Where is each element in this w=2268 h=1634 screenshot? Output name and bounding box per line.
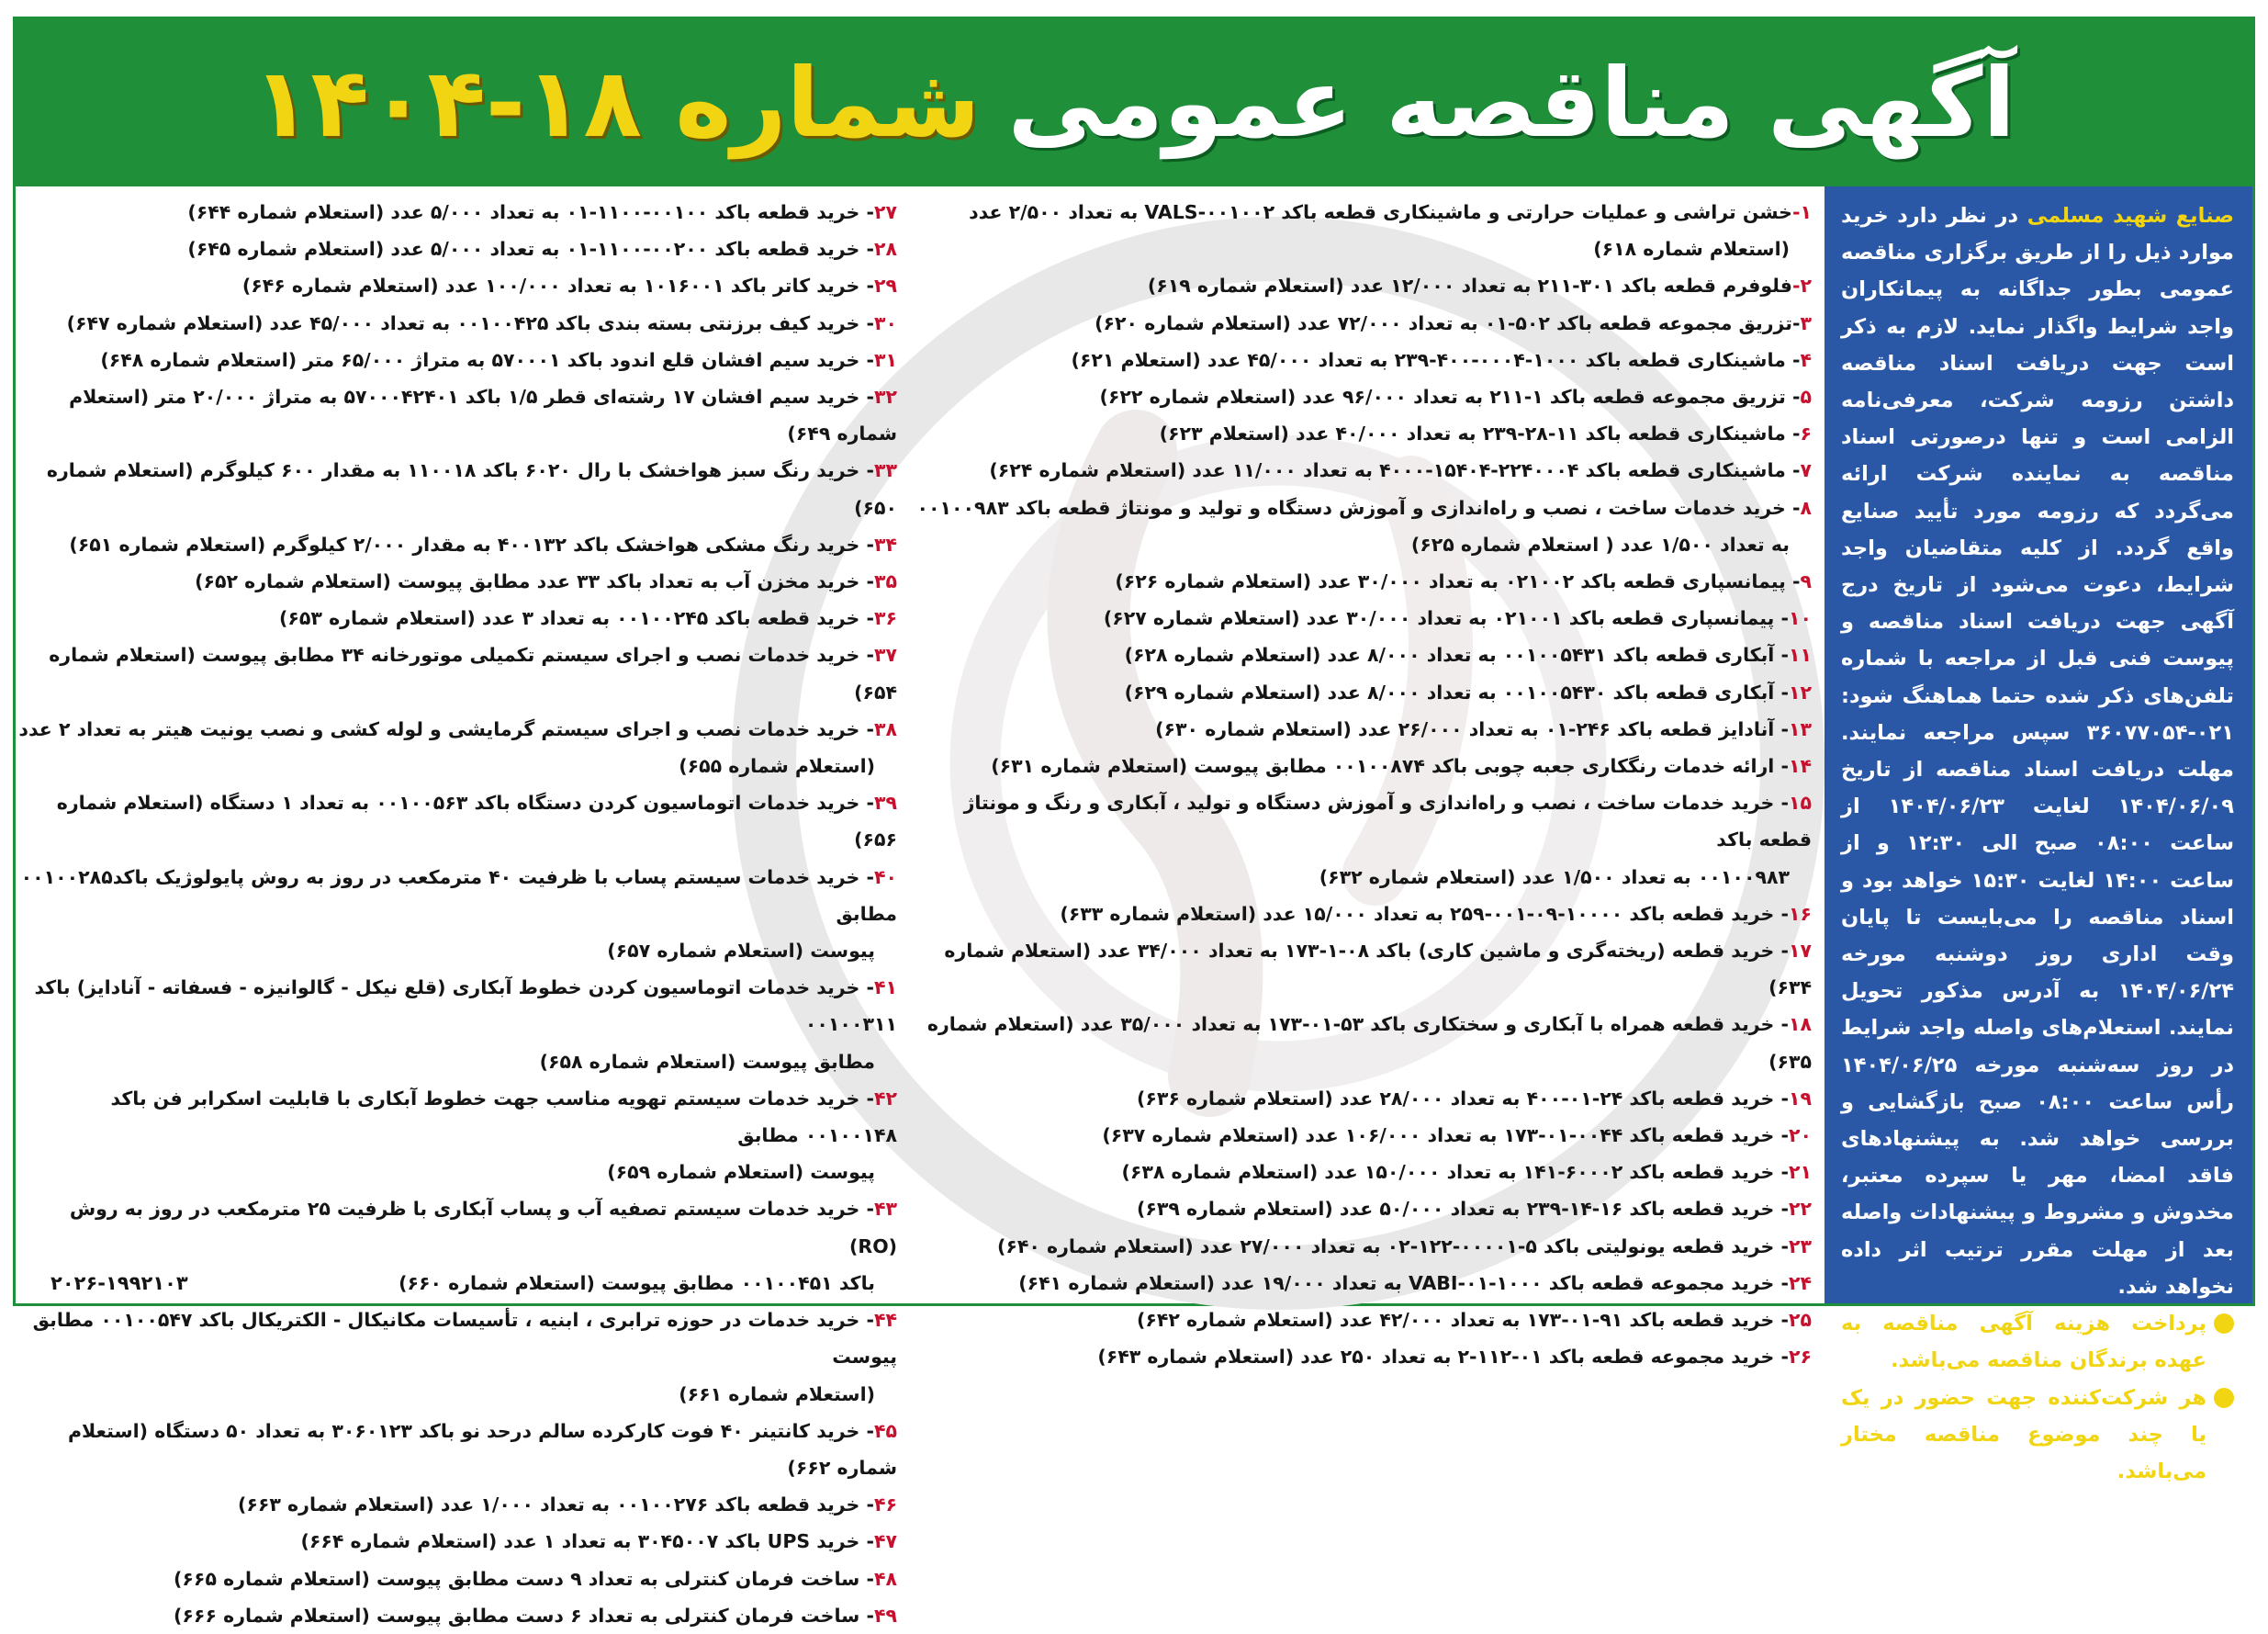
tender-item [916, 194, 1812, 267]
item-number: ۹ [1800, 570, 1812, 593]
sidebar-note-text: پرداخت هزینه آگهی مناقصه به عهده برندگان مناقصه می‌باشد. [1841, 1312, 2206, 1373]
item-number: ۳۰ [873, 311, 897, 334]
tender-item [916, 784, 1812, 896]
item-text-continued: (استعلام شماره ۶۵۵) [679, 755, 875, 778]
title-main: آگهی مناقصه عمومی [1007, 47, 2016, 159]
tender-item [916, 896, 1812, 932]
item-text: - خرید قطعه باکد ۰۰۱۰۰-۱۱۰۰-۰۱ به تعداد ۵/۰۰۰ عدد (استعلام شماره ۶۴۴) [187, 201, 874, 223]
item-number: ۱۲ [1788, 681, 1812, 704]
tender-item [916, 1006, 1812, 1079]
item-text: - خرید قطعه باکد ۰۰۲۰۰-۱۱۰۰-۰۱ به تعداد ۵/۰۰۰ عدد (استعلام شماره ۶۴۵) [187, 238, 874, 261]
tender-item [916, 1265, 1812, 1302]
item-text: - ساخت فرمان کنترلی به تعداد ۹ دست مطابق پیوست (استعلام شماره ۶۶۵) [174, 1567, 874, 1590]
item-number: ۱۷ [1788, 940, 1812, 963]
items-column-left [16, 194, 897, 1634]
tender-item [16, 1597, 897, 1634]
item-number: ۳۴ [873, 533, 897, 556]
item-number: ۲۱ [1788, 1161, 1812, 1184]
item-text: - خرید خدمات ساخت ، نصب و راه‌اندازی و آموزش دستگاه و تولید ، آبکاری و رنگ و مونتاژ قطعه باکد [963, 792, 1812, 851]
tender-item [916, 1190, 1812, 1227]
tender-item [916, 932, 1812, 1006]
item-number: ۱- [1791, 201, 1812, 223]
item-text: - خرید کانتینر ۴۰ فوت کارکرده سالم درحد نو باکد ۳۰۶۰۱۲۳ به تعداد ۵۰ دستگاه (استعلام شماره ۶۶۲) [67, 1419, 897, 1479]
tender-item [16, 526, 897, 563]
tender-item [16, 859, 897, 970]
tender-item [16, 231, 897, 267]
item-text: - خرید قطعه همراه با آبکاری و سختکاری باکد ۵۳-۰۱-۱۷۳ به تعداد ۳۵/۰۰۰ عدد (استعلام شماره ۶۳۵) [926, 1013, 1812, 1073]
item-number: ۴۷ [873, 1530, 897, 1553]
item-number: ۸ [1800, 496, 1812, 519]
item-text: - آنادایز قطعه باکد ۲۴۶-۰۱ به تعداد ۲۶/۰۰۰ عدد (استعلام شماره ۶۳۰) [1155, 717, 1789, 740]
item-number: ۴۸ [873, 1567, 897, 1590]
tender-item [16, 1413, 897, 1486]
item-number: ۴۹ [873, 1604, 897, 1627]
item-number: ۲- [1791, 275, 1812, 298]
tender-item [16, 637, 897, 710]
item-number: ۴۶ [873, 1493, 897, 1516]
item-text: فلوفرم قطعه باکد ۳۰۱-۲۱۱ به تعداد ۱۲/۰۰۰ عدد (استعلام شماره ۶۱۹) [1147, 275, 1792, 298]
item-number: ۳ [1800, 311, 1812, 334]
items-column-right [916, 194, 1812, 1376]
sidebar-note-text: هر شرکت‌کننده جهت حضور در یک یا چند موضوع مناقصه مختار می‌باشد. [1841, 1385, 2206, 1483]
item-text: - خرید خدمات سیستم تهویه مناسب جهت خطوط آبکاری با قابلیت اسکرابر فن باکد ۰۰۱۰۰۱۴۸ مطابق [110, 1087, 897, 1147]
tender-items [16, 186, 1825, 1627]
tender-item [916, 711, 1812, 748]
item-number: ۲۹ [873, 275, 897, 298]
item-text-continued: پیوست (استعلام شماره ۶۵۷) [607, 940, 875, 963]
item-number: ۶ [1800, 423, 1812, 445]
item-text: - پیمانسپاری قطعه باکد ۰۲۱۰۰۲ به تعداد ۳۰/۰۰۰ عدد (استعلام شماره ۶۲۶) [1115, 570, 1801, 593]
item-text: خشن تراشی و عملیات حرارتی و ماشینکاری قطعه باکد VALS-۰۰۱۰۰۲ به تعداد ۲/۵۰۰ عدد [969, 201, 1792, 223]
item-number: ۲۵ [1788, 1309, 1812, 1332]
item-text-continued: (استعلام شماره ۶۱۸) [1593, 238, 1790, 261]
item-text: - ماشینکاری قطعه باکد ۱۰۰۰-۰۰۰۴-۴۰۰-۲۳۹ به تعداد ۴۵/۰۰۰ عدد (استعلام ۶۲۱) [1071, 348, 1801, 371]
tender-item [16, 342, 897, 378]
tender-item [916, 267, 1812, 304]
item-number: ۳۳ [873, 459, 897, 482]
item-number: ۳۶ [873, 607, 897, 630]
header-banner [16, 19, 2252, 186]
tender-item [916, 563, 1812, 600]
title-number: شماره ۱۸-۱۴۰۴ [252, 47, 981, 159]
item-text-continued: (استعلام شماره ۶۶۱) [679, 1382, 875, 1405]
tender-item [16, 1486, 897, 1523]
item-text: - خرید قطعه باکد ۰۰۱۰۰۲۷۶ به تعداد ۱/۰۰۰ عدد (استعلام شماره ۶۶۳) [237, 1493, 874, 1516]
item-text: - خرید خدمات سیستم پساب با ظرفیت ۴۰ مترمکعب در روز به روش پایولوژیک باکد۰۰۱۰۰۲۸۵ مطابق [20, 865, 897, 925]
item-text: - خرید قطعه (ریخته‌گری و ماشین کاری) باکد ۰۸-۱-۱۷۳ به تعداد ۳۴/۰۰۰ عدد (استعلام شماره ۶۳۴) [944, 940, 1812, 999]
item-number: ۳۲ [873, 386, 897, 409]
company-name: صنایع شهید مسلمی [2027, 204, 2234, 228]
item-text: - خرید خدمات نصب و اجرای سیستم تکمیلی موتورخانه ۳۴ مطابق پیوست (استعلام شماره ۶۵۴) [49, 644, 897, 704]
tender-item [916, 305, 1812, 342]
item-number: ۲۶ [1788, 1346, 1812, 1369]
item-number: ۳۹ [873, 792, 897, 815]
item-text: - خرید قطعه باکد ۱۰۰۰۰-۰۹-۰۰۱-۲۵۹ به تعداد ۱۵/۰۰۰ عدد (استعلام شماره ۶۳۳) [1060, 902, 1789, 925]
item-text: - ماشینکاری قطعه باکد ۲۲۴۰۰۰۴-۱۵۴۰۴-۴۰۰۰ به تعداد ۱۱/۰۰۰ عدد (استعلام شماره ۶۲۴) [989, 459, 1801, 482]
tender-item [916, 1117, 1812, 1154]
item-number: ۱۵ [1788, 792, 1812, 815]
item-number: ۳۵ [873, 570, 897, 593]
tender-item [916, 1080, 1812, 1117]
item-number: ۴۳ [873, 1198, 897, 1221]
item-text: - خرید قطعه باکد ۰۰۱۰۰۲۴۵ به تعداد ۳ عدد (استعلام شماره ۶۵۳) [279, 607, 874, 630]
item-text: - خرید رنگ سبز هواخشک با رال ۶۰۲۰ باکد ۱۱۰۰۱۸ به مقدار ۶۰۰ کیلوگرم (استعلام شماره ۶۵۰) [46, 459, 897, 519]
tender-item [16, 267, 897, 304]
item-text: - پیمانسپاری قطعه باکد ۰۲۱۰۰۱ به تعداد ۳۰/۰۰۰ عدد (استعلام شماره ۶۲۷) [1103, 607, 1789, 630]
item-text: - ساخت فرمان کنترلی به تعداد ۶ دست مطابق پیوست (استعلام شماره ۶۶۶) [174, 1604, 874, 1627]
item-text: - خرید مجموعه قطعه باکد VABI-۰۱-۱۰۰۰ به تعداد ۱۹/۰۰۰ عدد (استعلام شماره ۶۴۱) [1018, 1271, 1789, 1294]
tender-item [916, 600, 1812, 637]
item-number: ۲۸ [873, 238, 897, 261]
sidebar-note [1841, 1380, 2234, 1491]
item-number: ۱۹ [1788, 1087, 1812, 1110]
item-number: ۴۵ [873, 1419, 897, 1442]
item-text: - خرید رنگ مشکی هواخشک باکد ۴۰۰۱۳۲ به مقدار ۲/۰۰۰ کیلوگرم (استعلام شماره ۶۵۱) [69, 533, 874, 556]
bullet-icon [2214, 1388, 2234, 1408]
item-text: - خرید قطعه باکد ۶۰۰۰۲-۱۴۱ به تعداد ۱۵۰/۰۰۰ عدد (استعلام شماره ۶۳۸) [1121, 1161, 1789, 1184]
tender-item [916, 1302, 1812, 1338]
item-text-continued: به تعداد ۱/۵۰۰ عدد ( استعلام شماره ۶۲۵) [1410, 533, 1790, 556]
item-number: ۱۸ [1788, 1013, 1812, 1036]
tender-item [916, 674, 1812, 711]
tender-item [916, 1154, 1812, 1190]
tender-item [16, 784, 897, 858]
item-number: ۴۰ [873, 865, 897, 888]
item-number: ۵ [1800, 386, 1812, 409]
item-text: - خرید قطعه باکد ۱۶-۱۴-۲۳۹ به تعداد ۵۰/۰۰۰ عدد (استعلام شماره ۶۳۹) [1136, 1198, 1789, 1221]
tender-item [916, 490, 1812, 563]
item-text: - خرید کاتر باکد ۱۰۱۶۰۰۱ به تعداد ۱۰۰/۰۰۰ عدد (استعلام شماره ۶۴۶) [241, 275, 874, 298]
bullet-icon [2214, 1313, 2234, 1334]
item-text: -تزریق مجموعه قطعه باکد ۵۰۲-۰۱ به تعداد ۷۲/۰۰۰ عدد (استعلام شماره ۶۲۰) [1095, 311, 1801, 334]
tender-item [916, 1228, 1812, 1265]
item-text: - خرید مجموعه قطعه باکد ۰۱-۱۱۲-۲ به تعداد ۲۵۰ عدد (استعلام شماره ۶۴۳) [1097, 1346, 1789, 1369]
tender-item [916, 1338, 1812, 1375]
tender-item [16, 1302, 897, 1413]
item-number: ۳۸ [873, 717, 897, 740]
item-number: ۱۶ [1788, 902, 1812, 925]
item-number: ۲۰ [1788, 1124, 1812, 1147]
tender-item [16, 563, 897, 600]
item-text: - آبکاری قطعه باکد ۰۰۱۰۰۵۴۳۱ به تعداد ۸/۰۰۰ عدد (استعلام شماره ۶۲۸) [1124, 644, 1789, 667]
item-text: - خرید سیم افشان قلع اندود باکد ۵۷۰۰۰۱ به متراژ ۶۵/۰۰۰ متر (استعلام شماره ۶۴۸) [100, 348, 874, 371]
item-number: ۱۱ [1788, 644, 1812, 667]
item-text: - ماشینکاری قطعه باکد ۱۱-۲۸-۲۳۹ به تعداد ۴۰/۰۰۰ عدد (استعلام ۶۲۳) [1159, 423, 1801, 445]
tender-item [16, 1523, 897, 1560]
tender-item [916, 378, 1812, 415]
item-number: ۱۰ [1788, 607, 1812, 630]
item-text: - خرید UPS باکد ۳۰۴۵۰۰۷ به تعداد ۱ عدد (استعلام شماره ۶۶۴) [300, 1530, 874, 1553]
sidebar-intro-text: در نظر دارد خرید موارد ذیل را از طریق برگزاری مناقصه عمومی بطور جداگانه به پیمانکاران واجد شرایط واگذار نماید. لازم به ذکر است جهت دریافت اسناد مناقصه داشتن رزومه شرکت، معرفی‌نامه الزامی است و تنها درصورتی اسناد مناقصه به نماینده شرکت ارائه می‌گردد که رزومه مورد تأیید صنایع واقع گردد. از کلیه متقاضیان واجد شرایط، دعوت می‌شود از تاریخ درج آگهی جهت دریافت اسناد مناقصه و پیوست فنی قبل از مراجعه با شماره تلفن‌های ذکر شده حتما هماهنگ شود: ۰۲۱-۳۶۰۷۷۰۵۴ سپس مراجعه نمایند. مهلت دریافت اسناد مناقصه از تاریخ ۱۴۰۴/۰۶/۰۹ لغایت ۱۴۰۴/۰۶/۲۳ از ساعت ۰۸:۰۰ صبح الی ۱۲:۳۰ و از ساعت ۱۴:۰۰ لغایت ۱۵:۳۰ خواهد بود و اسناد مناقصه را می‌بایست تا پایان وقت اداری روز دوشنبه مورخه ۱۴۰۴/۰۶/۲۴ به آدرس مذکور تحویل نمایند. استعلام‌های واصله واجد شرایط در روز سه‌شنبه مورخه ۱۴۰۴/۰۶/۲۵ رأس ساعت ۰۸:۰۰ صبح بازگشایی و بررسی خواهد شد. به پیشنهادهای فاقد امضا، مهر یا سپرده معتبر، مخدوش و مشروط و پیشنهادات واصله بعد از مهلت مقرر ترتیب اثر داده نخواهد شد. [1841, 204, 2235, 1299]
item-text: - خرید قطعه باکد ۲۴-۰۱-۴۰۰ به تعداد ۲۸/۰۰۰ عدد (استعلام شماره ۶۳۶) [1136, 1087, 1789, 1110]
tender-item [916, 415, 1812, 452]
advertisement-frame [13, 17, 2255, 1627]
tender-item [16, 194, 897, 231]
item-text-continued: مطابق پیوست (استعلام شماره ۶۵۸) [539, 1050, 875, 1073]
tender-item [16, 1080, 897, 1191]
tender-item [16, 1561, 897, 1597]
tender-item [16, 711, 897, 784]
tender-item [916, 637, 1812, 673]
item-text: - آبکاری قطعه باکد ۰۰۱۰۰۵۴۳۰ به تعداد ۸/۰۰۰ عدد (استعلام شماره ۶۲۹) [1124, 681, 1789, 704]
item-number: ۴۱ [873, 976, 897, 999]
item-text: - خرید قطعه یونولیتی باکد ۵-۰۰۰۰۱-۱۲۲-۰۲ به تعداد ۲۷/۰۰۰ عدد (استعلام شماره ۶۴۰) [996, 1234, 1789, 1257]
tender-item [16, 600, 897, 637]
tender-item [16, 305, 897, 342]
item-text-continued: پیوست (استعلام شماره ۶۵۹) [607, 1161, 875, 1184]
item-number: ۳۷ [873, 644, 897, 667]
sidebar-note [1841, 1305, 2234, 1379]
item-number: ۳۱ [873, 348, 897, 371]
item-number: ۲۲ [1788, 1198, 1812, 1221]
item-text: - تزریق مجموعه قطعه باکد ۱-۲۱۱ به تعداد ۹۶/۰۰۰ عدد (استعلام شماره ۶۲۲) [1099, 386, 1801, 409]
item-text: - خرید قطعه باکد ۰۰۴۴-۰۱-۱۷۳ به تعداد ۱۰۶/۰۰۰ عدد (استعلام شماره ۶۳۷) [1102, 1124, 1789, 1147]
item-number: ۱۴ [1788, 755, 1812, 778]
item-text: - خرید کیف برزنتی بسته بندی باکد ۰۰۱۰۰۴۲۵ به تعداد ۴۵/۰۰۰ عدد (استعلام شماره ۶۴۷) [66, 311, 874, 334]
item-text-continued: باکد ۰۰۱۰۰۴۵۱ مطابق پیوست (استعلام شماره ۶۶۰) [399, 1271, 875, 1294]
item-text-continued: ۰۰۱۰۰۹۸۳ به تعداد ۱/۵۰۰ عدد (استعلام شماره ۶۳۲) [1319, 865, 1790, 888]
item-text: - خرید خدمات سیستم تصفیه آب و پساب آبکاری با ظرفیت ۲۵ مترمکعب در روز به روش (RO) [69, 1198, 897, 1257]
item-number: ۴۴ [873, 1309, 897, 1332]
item-number: ۲۳ [1788, 1234, 1812, 1257]
item-text: - خرید قطعه باکد ۹۱-۰۱-۱۷۳ به تعداد ۴۲/۰۰۰ عدد (استعلام شماره ۶۴۲) [1136, 1309, 1789, 1332]
item-text: - خرید خدمات نصب و اجرای سیستم گرمایشی و لوله کشی و نصب یونیت هیتر به تعداد ۲ عدد [18, 717, 874, 740]
item-text: - خرید خدمات اتوماسیون کردن خطوط آبکاری (قلع نیکل - گالوانیزه - فسفاته - آنادایز) باکد ۰۰۱۰۰۳۱۱ [34, 976, 897, 1036]
tender-item [16, 969, 897, 1080]
tender-item [16, 378, 897, 452]
item-number: ۲۴ [1788, 1271, 1812, 1294]
item-number: ۱۳ [1788, 717, 1812, 740]
ad-code: ۲۰۲۶-۱۹۹۲۱۰۳ [51, 1272, 188, 1294]
item-number: ۲۷ [873, 201, 897, 223]
item-number: ۷ [1800, 459, 1812, 482]
item-number: ۴ [1800, 348, 1812, 371]
item-text: - خرید خدمات در حوزه ترابری ، ابنیه ، تأسیسات مکانیکال - الکتریکال باکد ۰۰۱۰۰۵۴۷ مطابق پیوست [32, 1309, 897, 1369]
sidebar-info [1825, 186, 2252, 1483]
tender-item [916, 748, 1812, 784]
tender-item [16, 452, 897, 525]
item-text: - خرید خدمات ساخت ، نصب و راه‌اندازی و آموزش دستگاه و تولید و مونتاژ قطعه باکد ۰۰۱۰۰۹۸۳ [916, 496, 1801, 519]
sidebar-intro-paragraph [1841, 197, 2234, 1305]
item-number: ۴۲ [873, 1087, 897, 1110]
item-text: - ارائه خدمات رنگکاری جعبه چوبی باکد ۰۰۱۰۰۸۷۴ مطابق پیوست (استعلام شماره ۶۳۱) [991, 755, 1789, 778]
tender-item [916, 342, 1812, 378]
item-text: - خرید سیم افشان ۱۷ رشته‌ای قطر ۱/۵ باکد ۵۷۰۰۰۴۲۴۰۱ به متراژ ۲۰/۰۰۰ متر (استعلام شماره ۶۴۹) [69, 386, 897, 445]
tender-item [916, 452, 1812, 489]
item-text: - خرید خدمات اتوماسیون کردن دستگاه باکد ۰۰۱۰۰۵۶۳ به تعداد ۱ دستگاه (استعلام شماره ۶۵۶) [56, 792, 897, 851]
item-text: - خرید مخزن آب به تعداد باکد ۳۳ عدد مطابق پیوست (استعلام شماره ۶۵۲) [195, 570, 874, 593]
